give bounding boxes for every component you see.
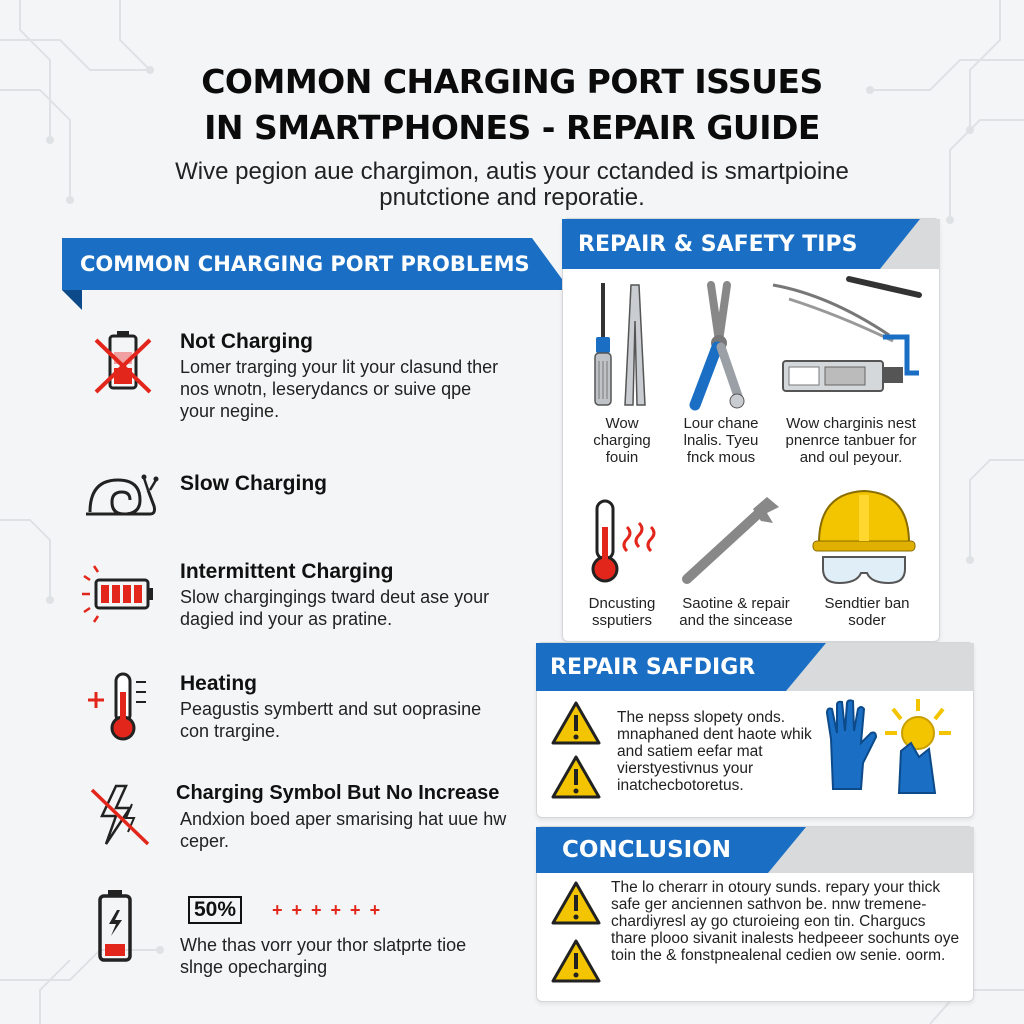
subtitle-line2: pnutctione and reporatie.: [379, 184, 645, 211]
spark-gear-icon: [883, 697, 953, 797]
conclusion-heading: CONCLUSION: [562, 837, 731, 863]
problem-item: [80, 888, 520, 978]
problem-item: [80, 782, 520, 862]
problem-title: Heating: [180, 672, 258, 695]
conclusion-banner: [536, 827, 974, 873]
tool-caption: Sendtier ban soder: [824, 595, 910, 629]
problems-banner: [62, 238, 570, 296]
thermometer-icon: [80, 672, 160, 742]
conclusion-panel: [536, 826, 974, 1002]
safety-banner: [536, 643, 974, 691]
problem-title: Charging Symbol But No Increase: [176, 782, 500, 804]
page-title-line2: IN SMARTPHONES - REPAIR GUIDE: [204, 108, 820, 147]
problem-item: [80, 560, 520, 640]
problem-item: [80, 330, 520, 420]
page-title-line1: COMMON CHARGING PORT ISSUES: [201, 62, 823, 101]
safety-heading: REPAIR SAFDIGR: [550, 654, 756, 680]
problem-desc: Whe thas vorr your thor slatprte tioe slnge opecharging: [180, 935, 467, 977]
tool-caption: Wow charginis nest pnenrce tanbuer for and oul peyour.: [785, 415, 917, 466]
problem-desc: Peagustis symbertt and sut ooprasine con trargine.: [180, 699, 482, 741]
pry-tool-icon: [675, 491, 785, 591]
tool-caption: Dncusting ssputiers: [588, 595, 656, 629]
problem-desc: Lomer trarging your lit your clasund ther nos wnotn, leserydancs or suive qpe your negine.: [180, 357, 499, 421]
crossed-battery-icon: [80, 330, 160, 400]
tips-heading: REPAIR & SAFETY TIPS: [578, 231, 858, 257]
warning-icon: [551, 939, 601, 983]
warning-icon: [551, 701, 601, 745]
problem-title: Slow Charging: [180, 472, 327, 495]
snail-icon: [80, 460, 160, 530]
screwdriver-tweezers-icon: [587, 281, 657, 411]
gloves-icon: [821, 699, 891, 795]
usb-port-icon: [769, 275, 929, 395]
subtitle-line1: Wive pegion aue chargimon, autis your cctanded is smartpioine: [175, 158, 849, 185]
problem-desc: Andxion boed aper smarising hat uue hw ceper.: [180, 809, 507, 851]
conclusion-text: The lo cherarr in otoury sunds. repary your thick safe ger anciennen sathvon be. nnw tremene- chardiyresl ay go cturoieing eon tin. Chargucs thare plooo sivanit inalests hedpeeer sochunts oye toin the & fonstpnealenal cedien ow senie. oorm.: [611, 879, 960, 964]
problem-item: [80, 460, 520, 520]
pliers-icon: [681, 281, 761, 411]
flickering-battery-icon: [80, 560, 160, 630]
problem-item: [80, 672, 520, 752]
tool-caption: Saotine & repair and the sincease: [679, 595, 793, 629]
hard-hat-goggles-icon: [809, 483, 919, 593]
percent-badge: 50%: [188, 896, 242, 924]
safety-text: The nepss slopety onds. mnaphaned dent haote whik and satiem eefar mat vierstyestivnus your inatchecbotoretus.: [617, 709, 812, 794]
tips-banner: [562, 219, 940, 269]
tool-caption: Lour chane lnalis. Tyeu fnck mous: [683, 415, 759, 466]
warning-icon: [551, 881, 601, 925]
thermometer-heat-icon: [587, 497, 667, 587]
problem-title: Not Charging: [180, 330, 313, 353]
tool-caption: Wow charging fouin: [593, 415, 651, 466]
safety-panel: [536, 642, 974, 818]
problems-heading: COMMON CHARGING PORT PROBLEMS: [80, 252, 530, 276]
tips-panel: [562, 218, 940, 642]
problem-title: Intermittent Charging: [180, 560, 394, 583]
problem-desc: Slow chargingings tward deut ase your dagied ind your as pratine.: [180, 587, 490, 629]
crossed-lightning-icon: [80, 782, 160, 852]
warning-icon: [551, 755, 601, 799]
low-battery-icon: [80, 888, 160, 968]
decorative-stars: + + + + + +: [272, 900, 383, 920]
